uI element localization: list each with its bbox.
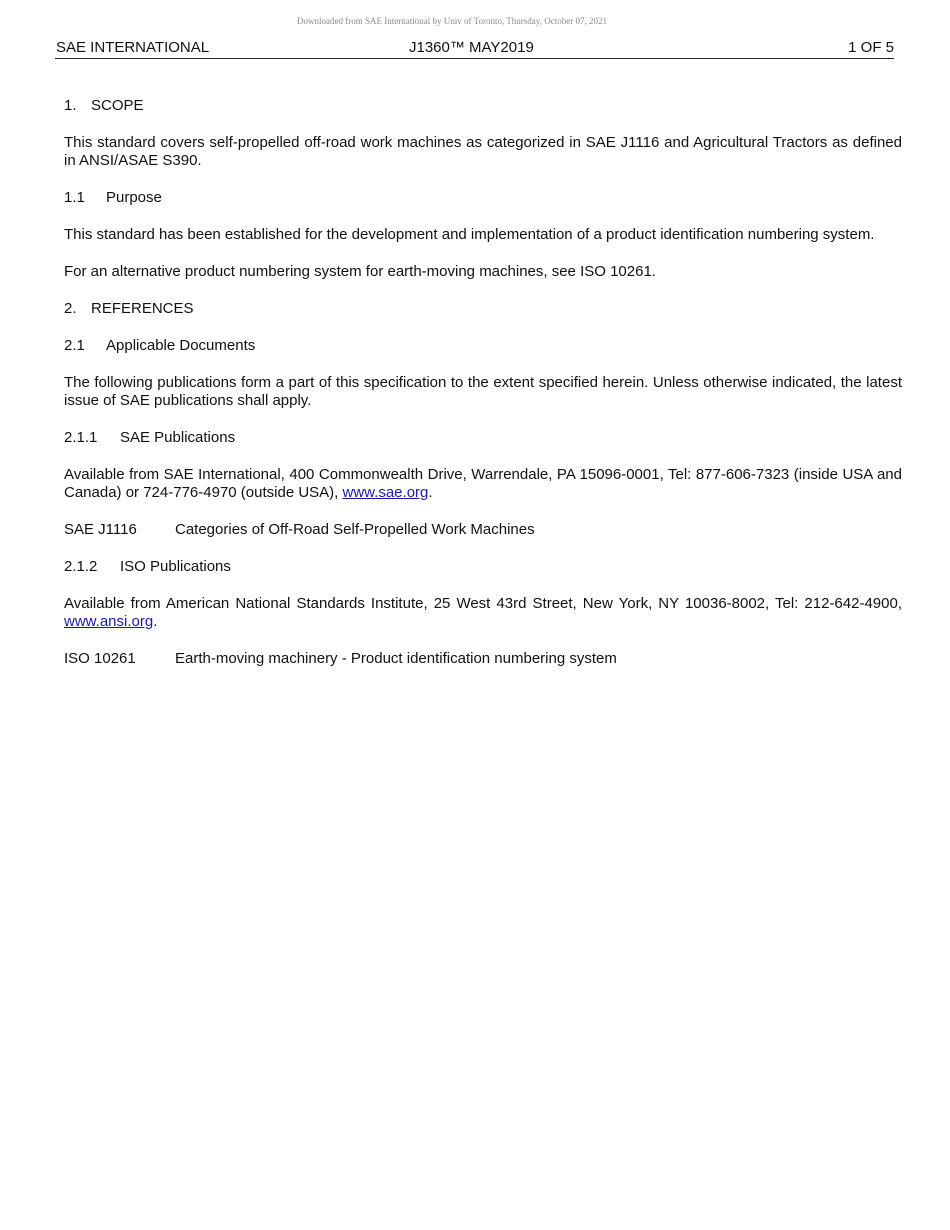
reference-code: ISO 10261 xyxy=(64,650,136,667)
section-title: Applicable Documents xyxy=(106,337,256,354)
purpose-paragraph-2: For an alternative product numbering system for earth-moving machines, see ISO 10261. xyxy=(64,263,656,280)
ansi-availability-text: Available from American National Standards Institute, 25 West 43rd Street, New York, NY 10036-8002, Tel: 212-642-4900, xyxy=(64,595,902,612)
reference-entry-iso-10261 xyxy=(64,650,902,668)
section-title: REFERENCES xyxy=(91,300,194,317)
section-number: 2. xyxy=(64,300,77,317)
ansi-website-link[interactable]: www.ansi.org xyxy=(64,613,154,630)
section-heading-scope xyxy=(64,97,902,115)
section-title: Purpose xyxy=(106,189,162,206)
reference-code: SAE J1116 xyxy=(64,521,137,538)
section-number: 2.1.1 xyxy=(64,429,98,446)
purpose-paragraph-1: This standard has been established for the development and implementation of a product identification numbering system. xyxy=(64,226,875,243)
section-title: SAE Publications xyxy=(120,429,236,446)
section-number: 2.1.2 xyxy=(64,558,98,575)
reference-entry-sae-j1116 xyxy=(64,521,902,539)
reference-title: Categories of Off-Road Self-Propelled Work Machines xyxy=(175,521,535,538)
section-heading-iso-publications xyxy=(64,558,902,576)
scope-paragraph: This standard covers self-propelled off-road work machines as categorized in SAE J1116 and Agricultural Tractors as defined in ANSI/ASAE S390. xyxy=(64,134,902,169)
document-body xyxy=(64,97,902,687)
section-heading-applicable-documents xyxy=(64,337,902,355)
reference-title: Earth-moving machinery - Product identification numbering system xyxy=(175,650,617,667)
period: . xyxy=(428,484,433,501)
section-heading-sae-publications xyxy=(64,429,902,447)
period: . xyxy=(153,613,158,630)
sae-publications-paragraph xyxy=(64,466,902,502)
document-id: J1360™ MAY2019 xyxy=(409,39,534,56)
applicable-documents-paragraph: The following publications form a part of this specification to the extent specified herein. Unless otherwise indicated, the latest issue of SAE publications shall apply. xyxy=(64,374,902,409)
section-heading-references xyxy=(64,300,902,318)
section-heading-purpose xyxy=(64,189,902,207)
section-number: 1.1 xyxy=(64,189,85,206)
section-title: SCOPE xyxy=(91,97,144,114)
download-watermark: Downloaded from SAE International by Univ of Toronto, Thursday, October 07, 2021 xyxy=(297,16,607,26)
page-header xyxy=(55,38,894,59)
page-number: 1 OF 5 xyxy=(848,39,894,56)
iso-publications-paragraph xyxy=(64,595,902,631)
sae-availability-text: Available from SAE International, 400 Commonwealth Drive, Warrendale, PA 15096-0001, Tel: 877-606-7323 (inside USA and Canada) or 724-776-4970 (outside USA), xyxy=(64,466,902,501)
section-title: ISO Publications xyxy=(120,558,231,575)
sae-website-link[interactable]: www.sae.org xyxy=(342,484,429,501)
section-number: 1. xyxy=(64,97,77,114)
publisher-name: SAE INTERNATIONAL xyxy=(56,39,210,56)
section-number: 2.1 xyxy=(64,337,85,354)
